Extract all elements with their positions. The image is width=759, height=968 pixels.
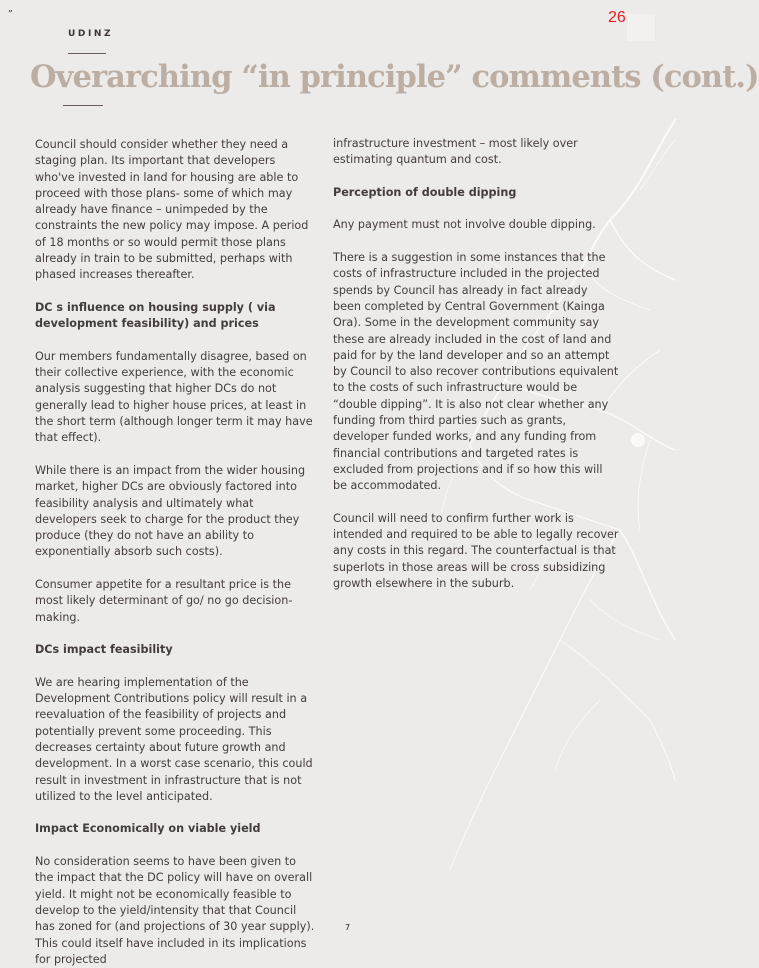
page-badge-box [627,14,655,41]
title-divider [63,105,103,106]
paragraph-staging-plan: Council should consider whether they need a staging plan. Its important that developers who've invested in land for housing are able to proceed with those plans- some of which may already have finance – unimpeded by the constraints the new policy may impose. A period of 18 months or so would permit those plans already in train to be submitted, perhaps with phased increases thereafter. [35,138,309,282]
organization-name: UDINZ [68,29,114,39]
paragraph-council-confirm: Council will need to confirm further work is intended and required to be able to legally recover any costs in this regard. The counterfactual is that superlots in those areas will be cross subsidizing growth elsewhere in the suburb. [333,511,619,591]
page-badge-number: 26 [608,9,626,26]
paragraph-housing-market: While there is an impact from the wider housing market, higher DCs are obviously factored into feasibility analysis and ultimately what developers seek to charge for the product they produce (they do not have an ability to exponentially absorb such costs). [35,463,306,559]
heading-viable-yield: Impact Economically on viable yield [35,822,261,836]
footer-page-number: 7 [345,923,351,932]
quote-mark: ” [8,10,13,20]
page-title: Overarching “in principle” comments (cont.) [30,59,759,95]
paragraph-infrastructure-investment: infrastructure investment – most likely over estimating quantum and cost. [333,137,578,167]
right-column [333,136,619,592]
paragraph-implementation: We are hearing implementation of the Development Contributions policy will result in a reevaluation of the feasibility of projects and potentially prevent some proceeding. This decreases certainty about future growth and development. In a worst case scenario, this could result in investment in infrastructure that is not utilized to the level anticipated. [35,675,313,803]
header-divider [68,53,106,54]
left-column [35,137,317,968]
heading-dcs-impact-feasibility: DCs impact feasibility [35,643,173,657]
paragraph-members-disagree: Our members fundamentally disagree, based on their collective experience, with the economic analysis suggesting that higher DCs do not generally lead to higher house prices, at least in the short term (although longer term it may have that effect). [35,349,313,445]
heading-double-dipping: Perception of double dipping [333,185,517,199]
paragraph-consumer-appetite: Consumer appetite for a resultant price is the most likely determinant of go/ no go decision-making. [35,578,293,624]
paragraph-overall-yield: No consideration seems to have been given to the impact that the DC policy will have on overall yield. It might not be economically feasible to develop to the yield/intensity that that Council has zoned for (and projections of 30 year supply). This could itself have included in its implications for projected [35,855,315,966]
heading-dc-influence: DC s influence on housing supply ( via development feasibility) and prices [35,300,276,331]
paragraph-payment: Any payment must not involve double dipping. [333,218,596,232]
paragraph-suggestion: There is a suggestion in some instances that the costs of infrastructure included in the projected spends by Council has already in fact already been completed by Central Government (Kainga Ora). Some in the development community say these are already included in the cost of land and paid for by the land developer and so an attempt by Council to also recover contributions equivalent to the costs of such infrastructure would be “double dipping”. It is also not clear whether any funding from third parties such as grants, developer funded works, and any funding from financial contributions and targeted rates is excluded from projections and if so how this will be accommodated. [333,251,619,493]
